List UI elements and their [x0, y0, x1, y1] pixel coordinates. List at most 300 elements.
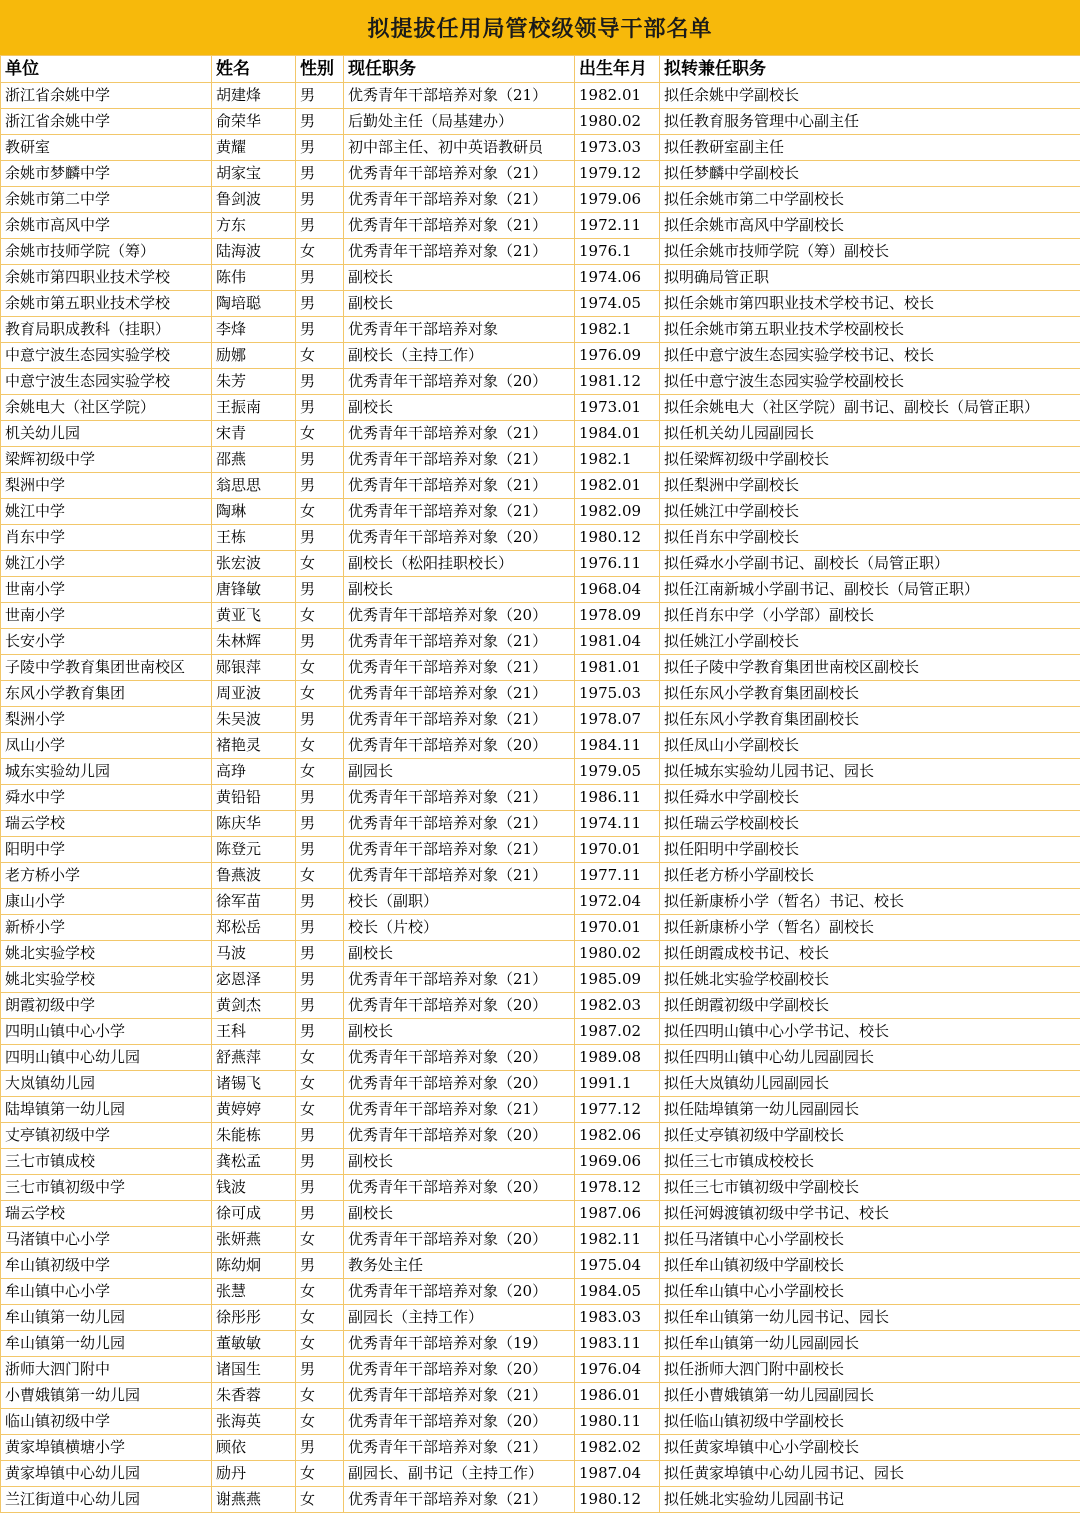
cell-name: 诸锡飞 [212, 1071, 296, 1097]
cell-proposed-position: 拟任新康桥小学（暂名）书记、校长 [660, 889, 1080, 915]
cell-name: 翁思思 [212, 473, 296, 499]
cell-name: 张宏波 [212, 551, 296, 577]
cell-gender: 男 [296, 915, 344, 941]
cell-gender: 男 [296, 577, 344, 603]
cell-name: 王栋 [212, 525, 296, 551]
cell-gender: 男 [296, 941, 344, 967]
header-proposed-position: 拟转兼任职务 [660, 56, 1080, 83]
cell-name: 徐军苗 [212, 889, 296, 915]
cell-birth-date: 1982.01 [575, 83, 660, 109]
cell-current-position: 优秀青年干部培养对象（21） [344, 837, 575, 863]
cell-gender: 男 [296, 785, 344, 811]
cell-unit: 康山小学 [1, 889, 212, 915]
cell-proposed-position: 拟任姚北实验学校副校长 [660, 967, 1080, 993]
cell-unit: 世南小学 [1, 603, 212, 629]
cell-unit: 牟山镇第一幼儿园 [1, 1331, 212, 1357]
cell-name: 朱林辉 [212, 629, 296, 655]
cell-unit: 黄家埠镇横塘小学 [1, 1435, 212, 1461]
cell-name: 董敏敏 [212, 1331, 296, 1357]
cell-birth-date: 1977.11 [575, 863, 660, 889]
cell-name: 周亚波 [212, 681, 296, 707]
cell-gender: 女 [296, 603, 344, 629]
table-row [1, 863, 1080, 889]
table-row [1, 239, 1080, 265]
cell-unit: 阳明中学 [1, 837, 212, 863]
cell-proposed-position: 拟任教育服务管理中心副主任 [660, 109, 1080, 135]
cell-proposed-position: 拟任子陵中学教育集团世南校区副校长 [660, 655, 1080, 681]
cell-name: 王科 [212, 1019, 296, 1045]
cell-gender: 男 [296, 1435, 344, 1461]
cell-current-position: 优秀青年干部培养对象（21） [344, 187, 575, 213]
cell-gender: 女 [296, 733, 344, 759]
cell-proposed-position: 拟任瑞云学校副校长 [660, 811, 1080, 837]
cell-unit: 大岚镇幼儿园 [1, 1071, 212, 1097]
cell-birth-date: 1983.11 [575, 1331, 660, 1357]
cell-current-position: 优秀青年干部培养对象（21） [344, 811, 575, 837]
cell-gender: 女 [296, 759, 344, 785]
cell-proposed-position: 拟任姚江中学副校长 [660, 499, 1080, 525]
cell-birth-date: 1970.01 [575, 837, 660, 863]
cell-proposed-position: 拟任余姚市第五职业技术学校副校长 [660, 317, 1080, 343]
cell-name: 陶培聪 [212, 291, 296, 317]
cadre-list-table [0, 55, 1080, 1513]
cell-name: 宓恩泽 [212, 967, 296, 993]
cell-proposed-position: 拟任四明山镇中心小学书记、校长 [660, 1019, 1080, 1045]
cell-birth-date: 1981.12 [575, 369, 660, 395]
cell-birth-date: 1983.03 [575, 1305, 660, 1331]
cell-gender: 男 [296, 707, 344, 733]
cell-gender: 女 [296, 343, 344, 369]
table-row [1, 577, 1080, 603]
cell-unit: 余姚电大（社区学院） [1, 395, 212, 421]
table-row [1, 109, 1080, 135]
cell-unit: 梁辉初级中学 [1, 447, 212, 473]
cell-gender: 男 [296, 369, 344, 395]
cell-name: 黄铅铅 [212, 785, 296, 811]
cell-proposed-position: 拟任牟山镇第一幼儿园副园长 [660, 1331, 1080, 1357]
cell-name: 唐锋敏 [212, 577, 296, 603]
table-row [1, 447, 1080, 473]
cell-unit: 瑞云学校 [1, 811, 212, 837]
cell-proposed-position: 拟任姚江小学副校长 [660, 629, 1080, 655]
cell-name: 陈登元 [212, 837, 296, 863]
cell-unit: 朗霞初级中学 [1, 993, 212, 1019]
cell-current-position: 校长（片校） [344, 915, 575, 941]
cell-gender: 男 [296, 161, 344, 187]
cell-proposed-position: 拟任东风小学教育集团副校长 [660, 707, 1080, 733]
cell-current-position: 优秀青年干部培养对象（20） [344, 1279, 575, 1305]
cell-unit: 梨洲小学 [1, 707, 212, 733]
cell-current-position: 副校长 [344, 265, 575, 291]
cell-birth-date: 1982.01 [575, 473, 660, 499]
cell-current-position: 副校长 [344, 395, 575, 421]
cell-unit: 教育局职成教科（挂职） [1, 317, 212, 343]
cell-name: 宋青 [212, 421, 296, 447]
cell-proposed-position: 拟任河姆渡镇初级中学书记、校长 [660, 1201, 1080, 1227]
table-row [1, 941, 1080, 967]
cell-birth-date: 1982.06 [575, 1123, 660, 1149]
table-row [1, 291, 1080, 317]
cell-name: 陈庆华 [212, 811, 296, 837]
cell-unit: 中意宁波生态园实验学校 [1, 343, 212, 369]
cell-current-position: 优秀青年干部培养对象（21） [344, 707, 575, 733]
cell-unit: 姚北实验学校 [1, 967, 212, 993]
cell-birth-date: 1973.01 [575, 395, 660, 421]
table-row [1, 993, 1080, 1019]
cell-current-position: 优秀青年干部培养对象（21） [344, 863, 575, 889]
cell-current-position: 副园长（主持工作） [344, 1305, 575, 1331]
cell-birth-date: 1981.01 [575, 655, 660, 681]
cell-proposed-position: 拟任中意宁波生态园实验学校副校长 [660, 369, 1080, 395]
cell-current-position: 优秀青年干部培养对象（20） [344, 1045, 575, 1071]
cell-name: 马波 [212, 941, 296, 967]
cell-current-position: 副校长 [344, 1149, 575, 1175]
cell-proposed-position: 拟任梦麟中学副校长 [660, 161, 1080, 187]
table-row [1, 1071, 1080, 1097]
cell-proposed-position: 拟任三七市镇成校校长 [660, 1149, 1080, 1175]
cell-proposed-position: 拟任姚北实验幼儿园副书记 [660, 1487, 1080, 1513]
cell-birth-date: 1975.03 [575, 681, 660, 707]
cell-birth-date: 1984.11 [575, 733, 660, 759]
table-row [1, 655, 1080, 681]
cell-gender: 女 [296, 1071, 344, 1097]
cell-unit: 子陵中学教育集团世南校区 [1, 655, 212, 681]
cell-proposed-position: 拟任小曹娥镇第一幼儿园副园长 [660, 1383, 1080, 1409]
cell-name: 黄耀 [212, 135, 296, 161]
cell-unit: 余姚市梦麟中学 [1, 161, 212, 187]
cell-name: 陶琳 [212, 499, 296, 525]
cell-proposed-position: 拟任新康桥小学（暂名）副校长 [660, 915, 1080, 941]
cell-current-position: 优秀青年干部培养对象（20） [344, 1175, 575, 1201]
cell-name: 诸国生 [212, 1357, 296, 1383]
cell-proposed-position: 拟任阳明中学副校长 [660, 837, 1080, 863]
cell-birth-date: 1979.12 [575, 161, 660, 187]
cell-unit: 黄家埠镇中心幼儿园 [1, 1461, 212, 1487]
cell-current-position: 优秀青年干部培养对象（20） [344, 1357, 575, 1383]
cell-current-position: 校长（副职） [344, 889, 575, 915]
cell-birth-date: 1985.09 [575, 967, 660, 993]
cell-gender: 男 [296, 1123, 344, 1149]
cell-name: 励丹 [212, 1461, 296, 1487]
cell-proposed-position: 拟任城东实验幼儿园书记、园长 [660, 759, 1080, 785]
table-row [1, 187, 1080, 213]
cell-birth-date: 1981.04 [575, 629, 660, 655]
cell-gender: 男 [296, 213, 344, 239]
cell-name: 徐彤彤 [212, 1305, 296, 1331]
cell-birth-date: 1974.06 [575, 265, 660, 291]
table-row [1, 785, 1080, 811]
cell-current-position: 优秀青年干部培养对象（21） [344, 785, 575, 811]
cell-name: 张妍燕 [212, 1227, 296, 1253]
cell-current-position: 优秀青年干部培养对象（21） [344, 655, 575, 681]
cell-birth-date: 1982.02 [575, 1435, 660, 1461]
cell-proposed-position: 拟任朗霞成校书记、校长 [660, 941, 1080, 967]
cell-proposed-position: 拟任黄家埠镇中心幼儿园书记、园长 [660, 1461, 1080, 1487]
cell-current-position: 副校长（松阳挂职校长） [344, 551, 575, 577]
cell-gender: 男 [296, 629, 344, 655]
cell-birth-date: 1975.04 [575, 1253, 660, 1279]
cell-unit: 教研室 [1, 135, 212, 161]
cell-unit: 牟山镇初级中学 [1, 1253, 212, 1279]
cell-gender: 男 [296, 395, 344, 421]
cell-gender: 男 [296, 1357, 344, 1383]
cell-current-position: 副园长 [344, 759, 575, 785]
table-row [1, 1175, 1080, 1201]
table-row [1, 707, 1080, 733]
cell-gender: 男 [296, 265, 344, 291]
cell-current-position: 副校长 [344, 1019, 575, 1045]
cell-proposed-position: 拟任余姚市技师学院（筹）副校长 [660, 239, 1080, 265]
cell-current-position: 后勤处主任（局基建办） [344, 109, 575, 135]
cell-current-position: 优秀青年干部培养对象（21） [344, 213, 575, 239]
header-birth-date: 出生年月 [575, 56, 660, 83]
cell-gender: 男 [296, 1201, 344, 1227]
cell-name: 方东 [212, 213, 296, 239]
cell-unit: 浙江省余姚中学 [1, 83, 212, 109]
cell-unit: 浙师大泗门附中 [1, 1357, 212, 1383]
table-row [1, 1149, 1080, 1175]
cell-proposed-position: 拟任丈亭镇初级中学副校长 [660, 1123, 1080, 1149]
header-current-position: 现任职务 [344, 56, 575, 83]
cell-birth-date: 1979.05 [575, 759, 660, 785]
cell-unit: 姚北实验学校 [1, 941, 212, 967]
cell-proposed-position: 拟任浙师大泗门附中副校长 [660, 1357, 1080, 1383]
cell-unit: 新桥小学 [1, 915, 212, 941]
cell-name: 黄亚飞 [212, 603, 296, 629]
cell-gender: 女 [296, 1097, 344, 1123]
cell-name: 邵燕 [212, 447, 296, 473]
cell-proposed-position: 拟任余姚市第四职业技术学校书记、校长 [660, 291, 1080, 317]
cell-current-position: 副园长、副书记（主持工作） [344, 1461, 575, 1487]
cell-birth-date: 1972.04 [575, 889, 660, 915]
table-row [1, 1019, 1080, 1045]
cell-unit: 舜水中学 [1, 785, 212, 811]
cell-gender: 女 [296, 1331, 344, 1357]
cell-gender: 男 [296, 447, 344, 473]
cell-name: 徐可成 [212, 1201, 296, 1227]
cell-proposed-position: 拟任梁辉初级中学副校长 [660, 447, 1080, 473]
cell-unit: 余姚市第四职业技术学校 [1, 265, 212, 291]
cell-proposed-position: 拟任江南新城小学副书记、副校长（局管正职） [660, 577, 1080, 603]
cell-birth-date: 1976.1 [575, 239, 660, 265]
cell-unit: 城东实验幼儿园 [1, 759, 212, 785]
table-row [1, 1279, 1080, 1305]
cell-gender: 男 [296, 473, 344, 499]
cell-current-position: 优秀青年干部培养对象（20） [344, 733, 575, 759]
cell-unit: 浙江省余姚中学 [1, 109, 212, 135]
cell-unit: 马渚镇中心小学 [1, 1227, 212, 1253]
cell-birth-date: 1980.02 [575, 109, 660, 135]
cell-proposed-position: 拟任余姚市高风中学副校长 [660, 213, 1080, 239]
cell-birth-date: 1978.07 [575, 707, 660, 733]
cell-unit: 陆埠镇第一幼儿园 [1, 1097, 212, 1123]
cell-proposed-position: 拟任舜水中学副校长 [660, 785, 1080, 811]
cell-gender: 男 [296, 993, 344, 1019]
cell-current-position: 优秀青年干部培养对象（21） [344, 473, 575, 499]
table-row [1, 759, 1080, 785]
cell-name: 胡家宝 [212, 161, 296, 187]
cell-proposed-position: 拟任机关幼儿园副园长 [660, 421, 1080, 447]
cell-current-position: 优秀青年干部培养对象 [344, 317, 575, 343]
cell-unit: 牟山镇第一幼儿园 [1, 1305, 212, 1331]
cell-current-position: 优秀青年干部培养对象（21） [344, 967, 575, 993]
cell-unit: 世南小学 [1, 577, 212, 603]
cell-birth-date: 1969.06 [575, 1149, 660, 1175]
cell-birth-date: 1973.03 [575, 135, 660, 161]
table-row [1, 1123, 1080, 1149]
table-row [1, 681, 1080, 707]
table-row [1, 629, 1080, 655]
cell-name: 陈幼炯 [212, 1253, 296, 1279]
table-row [1, 1409, 1080, 1435]
cell-name: 胡建烽 [212, 83, 296, 109]
cell-birth-date: 1987.04 [575, 1461, 660, 1487]
cell-unit: 余姚市高风中学 [1, 213, 212, 239]
cell-current-position: 优秀青年干部培养对象（20） [344, 525, 575, 551]
table-row [1, 161, 1080, 187]
cell-unit: 姚江小学 [1, 551, 212, 577]
cell-gender: 女 [296, 681, 344, 707]
cell-birth-date: 1987.06 [575, 1201, 660, 1227]
cell-proposed-position: 拟任牟山镇初级中学副校长 [660, 1253, 1080, 1279]
cell-unit: 中意宁波生态园实验学校 [1, 369, 212, 395]
page-title: 拟提拔任用局管校级领导干部名单 [0, 0, 1080, 55]
cell-name: 励娜 [212, 343, 296, 369]
cell-current-position: 优秀青年干部培养对象（21） [344, 1097, 575, 1123]
cell-gender: 男 [296, 135, 344, 161]
cell-unit: 三七市镇初级中学 [1, 1175, 212, 1201]
cell-name: 朱能栋 [212, 1123, 296, 1149]
table-row [1, 395, 1080, 421]
cell-unit: 小曹娥镇第一幼儿园 [1, 1383, 212, 1409]
cell-proposed-position: 拟任朗霞初级中学副校长 [660, 993, 1080, 1019]
header-name: 姓名 [212, 56, 296, 83]
cell-gender: 女 [296, 655, 344, 681]
table-row [1, 213, 1080, 239]
cell-current-position: 优秀青年干部培养对象（21） [344, 421, 575, 447]
cell-current-position: 优秀青年干部培养对象（21） [344, 161, 575, 187]
cell-gender: 男 [296, 1019, 344, 1045]
cell-current-position: 副校长 [344, 1201, 575, 1227]
cell-gender: 女 [296, 1305, 344, 1331]
cell-current-position: 优秀青年干部培养对象（21） [344, 1435, 575, 1461]
cell-unit: 兰江街道中心幼儿园 [1, 1487, 212, 1513]
cell-name: 鲁燕波 [212, 863, 296, 889]
cell-name: 黄婷婷 [212, 1097, 296, 1123]
table-row [1, 551, 1080, 577]
cell-current-position: 优秀青年干部培养对象（20） [344, 1071, 575, 1097]
cell-proposed-position: 拟任肖东中学副校长 [660, 525, 1080, 551]
table-row [1, 317, 1080, 343]
cell-current-position: 优秀青年干部培养对象（20） [344, 369, 575, 395]
cell-name: 钱波 [212, 1175, 296, 1201]
table-row [1, 1253, 1080, 1279]
cell-name: 顾依 [212, 1435, 296, 1461]
cell-unit: 长安小学 [1, 629, 212, 655]
cell-current-position: 教务处主任 [344, 1253, 575, 1279]
table-row [1, 1461, 1080, 1487]
cell-name: 张慧 [212, 1279, 296, 1305]
table-row [1, 369, 1080, 395]
cell-proposed-position: 拟任中意宁波生态园实验学校书记、校长 [660, 343, 1080, 369]
cell-proposed-position: 拟任四明山镇中心幼儿园副园长 [660, 1045, 1080, 1071]
cell-birth-date: 1982.1 [575, 447, 660, 473]
cell-gender: 男 [296, 317, 344, 343]
cell-proposed-position: 拟任黄家埠镇中心小学副校长 [660, 1435, 1080, 1461]
cell-birth-date: 1982.11 [575, 1227, 660, 1253]
cell-gender: 男 [296, 837, 344, 863]
cell-proposed-position: 拟任余姚中学副校长 [660, 83, 1080, 109]
cell-name: 陆海波 [212, 239, 296, 265]
cell-name: 鲁剑波 [212, 187, 296, 213]
cell-unit: 余姚市第五职业技术学校 [1, 291, 212, 317]
cell-current-position: 优秀青年干部培养对象（21） [344, 499, 575, 525]
cell-unit: 丈亭镇初级中学 [1, 1123, 212, 1149]
cell-name: 王振南 [212, 395, 296, 421]
cell-birth-date: 1982.1 [575, 317, 660, 343]
cell-gender: 男 [296, 1175, 344, 1201]
cell-gender: 男 [296, 889, 344, 915]
cell-birth-date: 1977.12 [575, 1097, 660, 1123]
cell-name: 郧银萍 [212, 655, 296, 681]
cell-name: 高琤 [212, 759, 296, 785]
cell-proposed-position: 拟任舜水小学副书记、副校长（局管正职） [660, 551, 1080, 577]
table-row [1, 421, 1080, 447]
cell-gender: 女 [296, 1227, 344, 1253]
cell-name: 朱芳 [212, 369, 296, 395]
cell-birth-date: 1984.05 [575, 1279, 660, 1305]
table-row [1, 1435, 1080, 1461]
cell-unit: 肖东中学 [1, 525, 212, 551]
cell-current-position: 优秀青年干部培养对象（21） [344, 447, 575, 473]
cell-current-position: 副校长（主持工作） [344, 343, 575, 369]
cell-unit: 四明山镇中心幼儿园 [1, 1045, 212, 1071]
cell-gender: 男 [296, 291, 344, 317]
cell-proposed-position: 拟任陆埠镇第一幼儿园副园长 [660, 1097, 1080, 1123]
table-row [1, 499, 1080, 525]
cell-unit: 余姚市第二中学 [1, 187, 212, 213]
table-row [1, 1227, 1080, 1253]
cell-current-position: 副校长 [344, 291, 575, 317]
cell-unit: 梨洲中学 [1, 473, 212, 499]
cell-current-position: 优秀青年干部培养对象（21） [344, 629, 575, 655]
cell-name: 俞荣华 [212, 109, 296, 135]
table-row [1, 83, 1080, 109]
cell-proposed-position: 拟任牟山镇第一幼儿园书记、园长 [660, 1305, 1080, 1331]
cell-current-position: 优秀青年干部培养对象（21） [344, 239, 575, 265]
table-row [1, 967, 1080, 993]
cell-birth-date: 1982.03 [575, 993, 660, 1019]
table-row [1, 889, 1080, 915]
cell-gender: 女 [296, 1383, 344, 1409]
cell-name: 张海英 [212, 1409, 296, 1435]
cell-current-position: 优秀青年干部培养对象（21） [344, 1383, 575, 1409]
cell-current-position: 初中部主任、初中英语教研员 [344, 135, 575, 161]
cell-proposed-position: 拟任临山镇初级中学副校长 [660, 1409, 1080, 1435]
table-row [1, 1305, 1080, 1331]
cell-birth-date: 1978.12 [575, 1175, 660, 1201]
cell-birth-date: 1980.02 [575, 941, 660, 967]
cell-gender: 男 [296, 525, 344, 551]
table-row [1, 733, 1080, 759]
cell-gender: 女 [296, 239, 344, 265]
cell-birth-date: 1980.11 [575, 1409, 660, 1435]
cell-current-position: 优秀青年干部培养对象（21） [344, 681, 575, 707]
cell-birth-date: 1980.12 [575, 1487, 660, 1513]
cell-unit: 瑞云学校 [1, 1201, 212, 1227]
cell-proposed-position: 拟任三七市镇初级中学副校长 [660, 1175, 1080, 1201]
cell-gender: 女 [296, 1409, 344, 1435]
